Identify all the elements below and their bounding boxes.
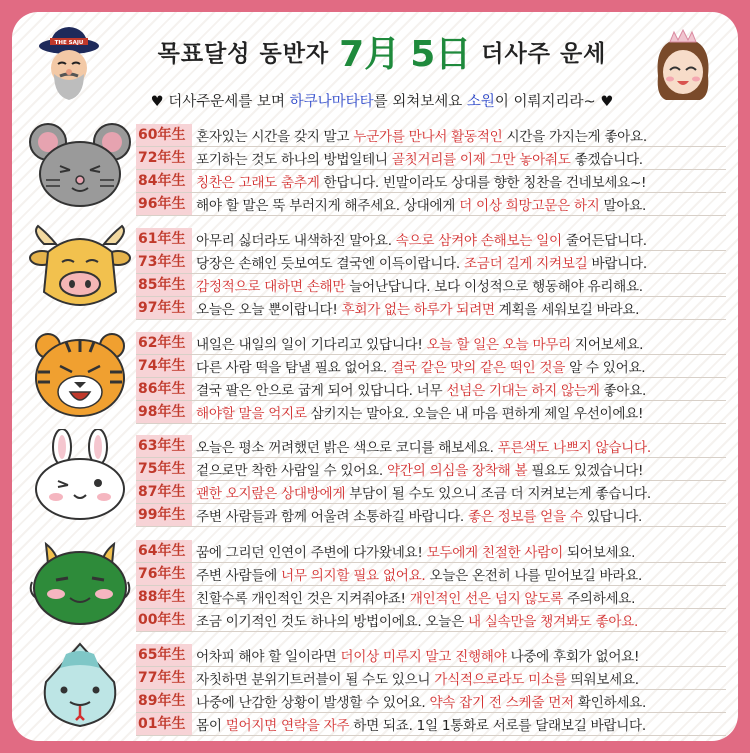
subtitle-part2: 를 외쳐보세요	[373, 94, 467, 110]
row-divider	[136, 526, 726, 527]
fortune-text	[196, 436, 651, 456]
fortune-segment: 해야 할 말은 뚝 부러지게 해주세요. 상대에게	[196, 198, 460, 214]
title-suffix: 더사주 운세	[481, 40, 607, 67]
fortune-segment: 있답니다.	[582, 509, 643, 525]
birth-year-label: 72年生	[136, 147, 192, 169]
zodiac-group-ox	[12, 216, 738, 318]
fortune-text	[196, 668, 639, 688]
fortune-row	[136, 192, 736, 216]
fortune-segment: 오늘은 평소 꺼려했던 밝은 색으로 코디를 해보세요.	[196, 440, 498, 456]
fortune-text	[196, 194, 646, 214]
fortune-segment: 다른 사람 떡을 탐낼 필요 없어요.	[196, 360, 391, 376]
row-divider	[136, 735, 726, 736]
birth-year-label: 75年生	[136, 458, 192, 480]
fortune-segment: 자칫하면 분위기트러블이 될 수도 있으니	[196, 672, 435, 688]
fortune-segment: 어차피 해야 할 일이라면	[196, 649, 341, 665]
birth-year-label: 63年生	[136, 435, 192, 457]
fortune-highlight: 골칫거리를 이제 그만 놓아줘도	[391, 152, 571, 168]
birth-year-label: 65年生	[136, 644, 192, 666]
fortune-text	[196, 645, 639, 665]
fortune-highlight: 해야할 말을 억지로	[196, 406, 307, 422]
fortune-segment: 띄워보세요.	[566, 672, 639, 688]
fortune-segment: 한답니다. 빈말이라도 상대를 향한 칭찬을 건네보세요~!	[319, 175, 647, 191]
fortune-highlight: 좋은 정보를 얻을 수	[467, 509, 583, 525]
fortune-row	[136, 354, 736, 378]
fortune-row	[136, 480, 736, 504]
fortune-segment: 조금 이기적인 것도 하나의 방법이에요. 오늘은	[196, 614, 468, 630]
logo-text: THE SAJU	[54, 40, 84, 46]
fortune-text	[196, 459, 643, 479]
birth-year-label: 89年生	[136, 690, 192, 712]
fortune-row	[136, 169, 736, 193]
subtitle-highlight-hakuna: 하쿠나마타타	[289, 94, 374, 110]
fortune-row	[136, 123, 736, 147]
birth-year-label: 73年生	[136, 251, 192, 273]
birth-year-label: 74年生	[136, 355, 192, 377]
birth-year-label: 61年生	[136, 228, 192, 250]
fortune-text	[196, 541, 635, 561]
fortune-highlight: 너무 의지할 필요 없어요.	[281, 568, 426, 584]
zodiac-group-rabbit	[12, 423, 738, 525]
birth-year-label: 85年生	[136, 274, 192, 296]
tiger-icon	[26, 326, 134, 418]
fortune-segment: 당장은 손해인 듯보여도 결국엔 이득이랍니다.	[196, 256, 464, 272]
fortune-row	[136, 146, 736, 170]
fortune-row	[136, 666, 736, 690]
fortune-highlight: 조금더 길게 지켜보길	[463, 256, 588, 272]
birth-year-label: 86年生	[136, 378, 192, 400]
fortune-row	[136, 296, 736, 320]
fortune-row	[136, 331, 736, 355]
fortune-row	[136, 562, 736, 586]
fortune-text	[196, 482, 651, 502]
fortune-segment: 오늘은 오늘 뿐이랍니다!	[196, 302, 342, 318]
rat-icon	[26, 118, 134, 210]
fortune-segment: 내일은 내일의 일이 기다리고 있답니다!	[196, 337, 427, 353]
heart-icon: ♥	[150, 94, 164, 110]
fortune-segment: 결국 팔은 안으로 굽게 되어 있답니다. 너무	[196, 383, 447, 399]
birth-year-label: 88年生	[136, 586, 192, 608]
fortune-segment: 부담이 될 수도 있으니 조금 더 지켜보는게 좋습니다.	[345, 486, 651, 502]
birth-year-label: 99年生	[136, 504, 192, 526]
fortune-text	[196, 275, 643, 295]
fortune-text	[196, 564, 642, 584]
fortune-highlight: 오늘 할 일은 오늘 마무리	[426, 337, 571, 353]
fortune-highlight: 후회가 없는 하루가 되려면	[341, 302, 495, 318]
birth-year-label: 00年生	[136, 609, 192, 631]
fortune-segment: 확인하세요.	[573, 695, 647, 711]
fortune-highlight: 개인적인 선은 넘지 않도록	[409, 591, 563, 607]
header	[12, 12, 738, 90]
fortune-text	[196, 402, 643, 422]
fortune-segment: 지어보세요.	[570, 337, 644, 353]
rabbit-icon	[26, 429, 134, 521]
fortune-segment: 바랍니다.	[587, 256, 647, 272]
fortune-card	[12, 12, 738, 741]
fortune-text	[196, 171, 646, 191]
fortune-row	[136, 400, 736, 424]
fortune-segment: 나중에 난감한 상황이 발생할 수 있어요.	[196, 695, 430, 711]
fortune-segment: 친할수록 개인적인 것은 지켜줘야죠!	[196, 591, 410, 607]
fortune-row	[136, 608, 736, 632]
fortune-highlight: 누군가를 만나서 활동적인	[353, 129, 503, 145]
fortune-text	[196, 505, 642, 525]
fortune-row	[136, 539, 736, 563]
fortune-segment: 좋겠습니다.	[570, 152, 643, 168]
fortune-text	[196, 148, 643, 168]
fortune-segment: 포기하는 것도 하나의 방법일테니	[196, 152, 392, 168]
birth-year-label: 96年生	[136, 193, 192, 215]
fortune-segment: 하면 되죠. 1일 1통화로 서로를 달래보길 바랍니다.	[349, 718, 646, 734]
fortune-highlight: 멀어지면 연락을 자주	[225, 718, 350, 734]
fortune-segment: 겉으로만 착한 사람일 수 있어요.	[196, 463, 387, 479]
fortune-row	[136, 712, 736, 736]
fortune-segment: 주의하세요.	[562, 591, 636, 607]
subtitle	[82, 90, 682, 112]
fortune-highlight: 괜한 오지랖은 상대방에게	[196, 486, 346, 502]
zodiac-group-snake	[12, 632, 738, 734]
fortune-text	[196, 252, 647, 272]
fortune-segment: 나중에 후회가 없어요!	[506, 649, 640, 665]
subtitle-part3: 이 이뤄지리라~	[494, 94, 601, 110]
fortune-highlight: 내 실속만을 챙겨봐도 좋아요.	[467, 614, 639, 630]
fortune-row	[136, 250, 736, 274]
fortune-highlight: 약속 잡기 전 스케줄 먼저	[429, 695, 574, 711]
fortune-text	[196, 714, 646, 734]
fortune-text	[196, 298, 639, 318]
fortune-text	[196, 356, 645, 376]
birth-year-label: 97年生	[136, 297, 192, 319]
fortune-text	[196, 333, 643, 353]
fortune-highlight: 약간의 의심을 장착해 볼	[386, 463, 528, 479]
birth-year-label: 76年生	[136, 563, 192, 585]
heart-icon: ♥	[600, 94, 614, 110]
zodiac-group-dragon	[12, 528, 738, 630]
fortune-highlight: 감정적으로 대하면 손해만	[196, 279, 346, 295]
fortune-segment: 혼자있는 시간을 갖지 말고	[196, 129, 354, 145]
fortune-segment: 늘어난답니다. 보다 이성적으로 행동해야 유리해요.	[345, 279, 643, 295]
fortune-highlight: 속으로 삼켜야 손해보는 일이	[395, 233, 562, 249]
birth-year-label: 62年生	[136, 332, 192, 354]
fortune-text	[196, 379, 646, 399]
fortune-segment: 줄어든답니다.	[561, 233, 647, 249]
snake-icon	[26, 638, 134, 730]
subtitle-part1: 더사주운세를 보며	[163, 94, 290, 110]
fortune-highlight: 결국 같은 맛의 같은 떡인 것을	[390, 360, 566, 376]
fortune-segment: 주변 사람들과 함께 어울려 소통하길 바랍니다.	[196, 509, 468, 525]
birth-year-label: 77年生	[136, 667, 192, 689]
fortune-row	[136, 503, 736, 527]
fortune-highlight: 더 이상 희망고문은 하지	[459, 198, 600, 214]
fortune-text	[196, 229, 647, 249]
fortune-segment: 알 수 있어요.	[565, 360, 646, 376]
birth-year-label: 60年生	[136, 124, 192, 146]
fortune-text	[196, 587, 635, 607]
fortune-text	[196, 610, 638, 630]
fortune-highlight: 더이상 미루지 말고 진행해야	[340, 649, 507, 665]
fortune-highlight: 선넘은 기대는 하지 않는게	[446, 383, 600, 399]
fortune-segment: 되어보세요.	[562, 545, 636, 561]
fortune-segment: 오늘은 온전히 나를 믿어보길 바라요.	[425, 568, 643, 584]
fortune-row	[136, 457, 736, 481]
fortune-segment: 삼키지는 말아요. 오늘은 내 마음 편하게 제일 우선이에요!	[306, 406, 644, 422]
fortune-highlight: 칭찬은 고래도 춤추게	[196, 175, 320, 191]
subtitle-highlight-wish: 소원	[466, 94, 495, 110]
birth-year-label: 01年生	[136, 713, 192, 735]
fortune-segment: 시간을 가지는게 좋아요.	[502, 129, 647, 145]
fortune-highlight: 가식적으로라도 미소를	[434, 672, 567, 688]
fortune-segment: 아무리 싫더라도 내색하진 말아요.	[196, 233, 396, 249]
fortune-segment: 말아요.	[599, 198, 647, 214]
page-title	[122, 26, 642, 76]
fortune-segment: 주변 사람들에	[196, 568, 282, 584]
ox-icon	[26, 222, 134, 314]
fortune-highlight: 모두에게 친절한 사람이	[426, 545, 563, 561]
fortune-segment: 좋아요.	[599, 383, 647, 399]
birth-year-label: 98年生	[136, 401, 192, 423]
fortune-segment: 꿈에 그리던 인연이 주변에 다가왔네요!	[196, 545, 427, 561]
dragon-icon	[26, 534, 134, 626]
fortune-row	[136, 434, 736, 458]
birth-year-label: 64年生	[136, 540, 192, 562]
title-prefix: 목표달성 동반자	[157, 40, 330, 67]
fortune-row	[136, 227, 736, 251]
fortune-segment: 필요도 있겠습니다!	[527, 463, 644, 479]
fortune-segment: 몸이	[196, 718, 226, 734]
title-month: 7月	[339, 33, 401, 75]
zodiac-group-rat	[12, 112, 738, 214]
fortune-row	[136, 273, 736, 297]
fortune-segment: 계획을 세워보길 바라요.	[494, 302, 640, 318]
fortune-highlight: 푸른색도 나쁘지 않습니다.	[497, 440, 651, 456]
fortune-row	[136, 585, 736, 609]
birth-year-label: 87年生	[136, 481, 192, 503]
zodiac-group-tiger	[12, 320, 738, 422]
fortune-text	[196, 691, 646, 711]
fortune-row	[136, 643, 736, 667]
fortune-row	[136, 689, 736, 713]
title-day: 5日	[410, 33, 472, 75]
fortune-row	[136, 377, 736, 401]
fortune-text	[196, 125, 647, 145]
birth-year-label: 84年生	[136, 170, 192, 192]
